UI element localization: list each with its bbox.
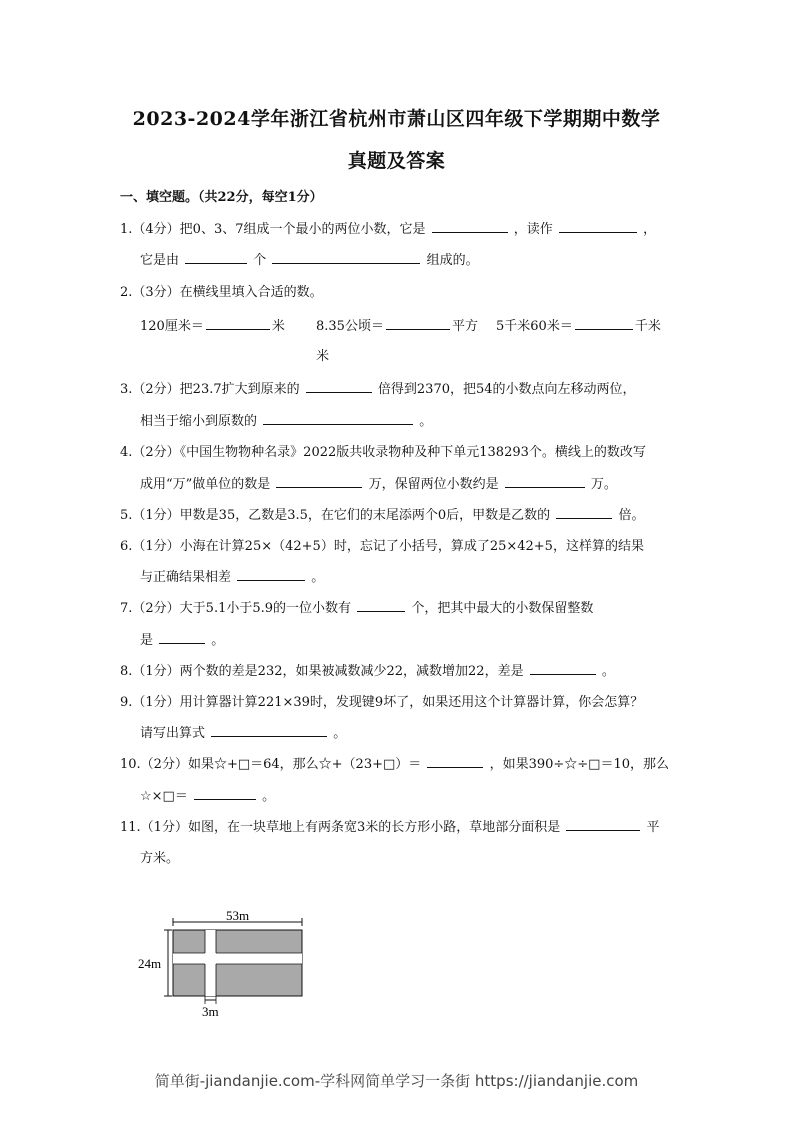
q5-text-b: 倍。 [618, 508, 645, 523]
q11-text-a: 11.（1分）如图，在一块草地上有两条宽3米的长方形小路，草地部分面积是 [120, 820, 561, 835]
q2-text-c: 8.35公顷＝ [316, 319, 384, 334]
q1-text-b: ，读作 [513, 222, 553, 237]
question-6: 6.（1分）小海在计算25×（42+5）时，忘记了小括号，算成了25×42+5，这样算的结果 [120, 539, 644, 554]
q2-text-e: 5千米60米＝ [496, 319, 573, 334]
q2-blank-2 [386, 315, 450, 330]
question-9-cont [140, 722, 346, 741]
q8-blank-1 [530, 660, 596, 675]
q2-blank-3 [575, 315, 633, 330]
q7-text-c: 是 [140, 633, 154, 648]
q2-item-2-unit: 米 [316, 349, 330, 364]
q6-text-b: 与正确结果相差 [140, 570, 232, 585]
q3-blank-1 [306, 378, 372, 393]
q5-text-a: 5.（1分）甲数是35，乙数是3.5，在它们的末尾添两个0后，甲数是乙数的 [120, 508, 551, 523]
q11-blank-1 [566, 816, 640, 831]
question-1-cont [140, 249, 479, 268]
question-10-cont [140, 785, 275, 804]
q8-text-b: 。 [601, 664, 615, 679]
q6-text-c: 。 [311, 570, 325, 585]
question-11 [120, 816, 660, 835]
q10-text-d: 。 [262, 789, 276, 804]
question-6-cont [140, 566, 324, 585]
q9-text-c: 。 [333, 726, 347, 741]
q2-item-1 [140, 315, 285, 334]
q2-item-3 [496, 315, 661, 334]
q4-blank-2 [505, 473, 585, 488]
q10-text-c: ☆×□＝ [140, 789, 188, 804]
q1-text-e: 个 [253, 253, 267, 268]
q3-blank-2 [263, 410, 413, 425]
q3-text-d: 。 [419, 414, 433, 429]
q10-text-b: ，如果390÷☆÷□＝10，那么 [489, 757, 669, 772]
q3-text-b: 倍得到2370，把54的小数点向左移动两位， [377, 382, 636, 397]
q8-text-a: 8.（1分）两个数的差是232，如果被减数减少22，减数增加22，差是 [120, 664, 524, 679]
q1-text-d: 它是由 [140, 253, 180, 268]
footer-watermark: 简单街-jiandanjie.com-学科网简单学习一条街 https://jiandanjie.com [154, 1072, 639, 1090]
q1-text-a: 1.（4分）把0、3、7组成一个最小的两位小数，它是 [120, 222, 426, 237]
question-9: 9.（1分）用计算器计算221×39时，发现键9坏了，如果还用这个计算器计算，你会怎算？ [120, 695, 644, 710]
q2-text-d: 平方 [451, 319, 478, 334]
question-5 [120, 504, 644, 523]
q7-blank-2 [159, 629, 205, 644]
question-3-cont [140, 410, 432, 429]
q1-text-f: 组成的。 [426, 253, 479, 268]
question-8 [120, 660, 615, 679]
q5-blank-1 [556, 504, 612, 519]
q1-blank-3 [185, 249, 247, 264]
doc-title-line1: 2023-2024学年浙江省杭州市萧山区四年级下学期期中数学 [132, 108, 661, 130]
q2-text-a: 120厘米＝ [140, 319, 204, 334]
q10-text-a: 10.（2分）如果☆+□＝64，那么☆+（23+□）＝ [120, 757, 422, 772]
q2-item-2 [316, 315, 478, 334]
q1-text-c: ， [643, 222, 657, 237]
q2-text-f: 千米 [634, 319, 661, 334]
q7-blank-1 [357, 597, 405, 612]
q10-blank-2 [194, 785, 256, 800]
q9-blank-1 [211, 722, 327, 737]
q9-text-b: 请写出算式 [140, 726, 206, 741]
lawn-figure [130, 900, 320, 1025]
fig-height-label: 24m [138, 956, 162, 971]
q3-text-c: 相当于缩小到原数的 [140, 414, 258, 429]
horizontal-path [173, 953, 302, 964]
q6-blank-1 [237, 566, 305, 581]
q2-text-b: 米 [271, 319, 285, 334]
fig-width-label: 53m [226, 908, 250, 923]
section-heading: 一、填空题。（共22分，每空1分） [120, 190, 323, 205]
q2-blank-1 [206, 315, 270, 330]
q3-text-a: 3.（2分）把23.7扩大到原来的 [120, 382, 300, 397]
q7-text-d: 。 [211, 633, 225, 648]
q4-text-d: 万。 [590, 477, 617, 492]
question-10 [120, 753, 669, 772]
q11-text-b: 平 [646, 820, 660, 835]
fig-path-label: 3m [202, 1004, 219, 1019]
q4-blank-1 [276, 473, 362, 488]
question-3 [120, 378, 636, 397]
q1-blank-1 [432, 218, 508, 233]
question-7 [120, 597, 593, 616]
question-2: 2.（3分）在横线里填入合适的数。 [120, 285, 323, 300]
doc-title-line2: 真题及答案 [347, 150, 446, 172]
question-1 [120, 218, 656, 237]
question-7-cont [140, 629, 224, 648]
question-4-cont [140, 473, 617, 492]
q7-text-a: 7.（2分）大于5.1小于5.9的一位小数有 [120, 601, 352, 616]
q7-text-b: 个，把其中最大的小数保留整数 [411, 601, 594, 616]
q4-text-c: 万，保留两位小数约是 [368, 477, 499, 492]
q4-text-b: 成用“万”做单位的数是 [140, 477, 271, 492]
q10-blank-1 [427, 753, 483, 768]
question-4: 4.（2分）《中国生物物种名录》2022版共收录物种及种下单元138293个。横线上的数改写 [120, 445, 646, 460]
q1-blank-4 [272, 249, 420, 264]
question-11-cont: 方米。 [140, 851, 180, 866]
q1-blank-2 [559, 218, 637, 233]
